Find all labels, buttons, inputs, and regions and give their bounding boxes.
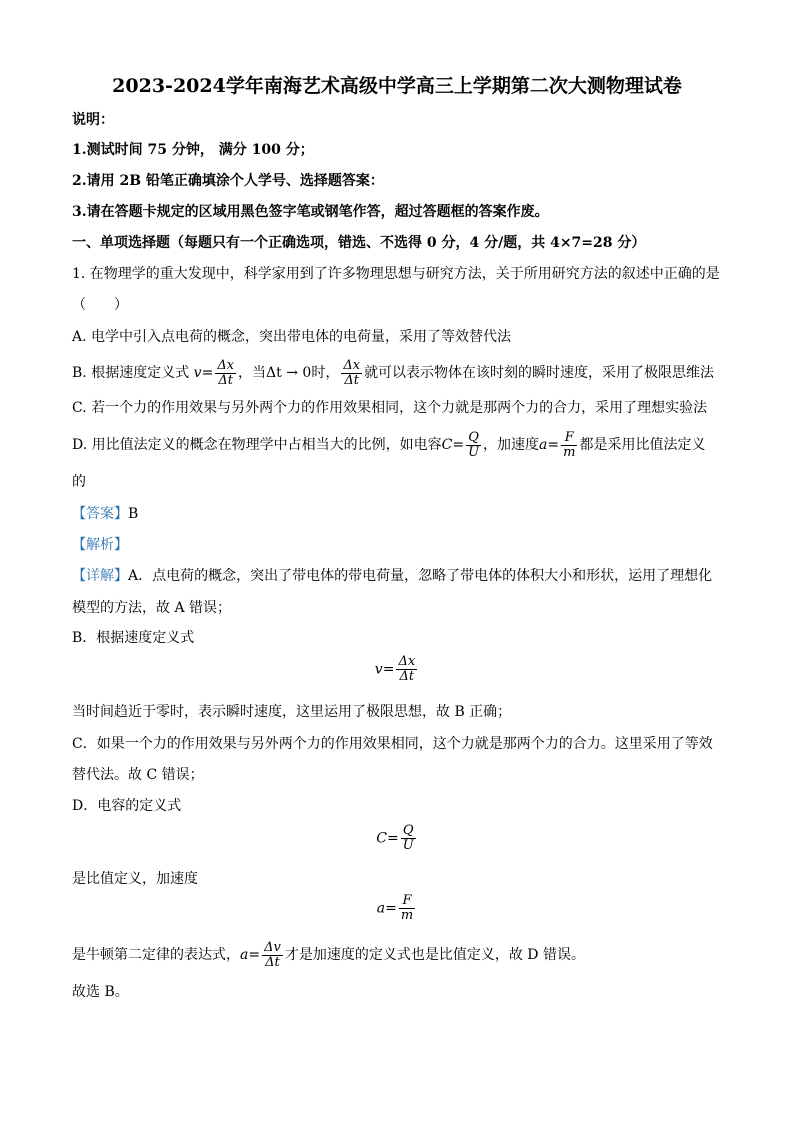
note-3: 3.请在答题卡规定的区域用黑色签字笔或钢笔作答，超过答题框的答案作废。 — [72, 204, 549, 220]
option-b-mid1: ，当 — [238, 365, 267, 381]
formula-dt-to-0: Δt → 0 — [266, 365, 312, 381]
detail-d-line1: D．电容的定义式 — [72, 798, 182, 814]
fraction-den: Δt — [215, 373, 236, 388]
fraction-den: Δt — [396, 669, 417, 684]
option-d — [72, 428, 705, 462]
option-b-pre: B. 根据速度定义式 — [72, 365, 190, 381]
detail-d-line3-post: 才是加速度的定义式也是比值定义，故 D 错误。 — [284, 947, 585, 963]
detail-a-line1 — [72, 566, 712, 586]
option-a: A. 电学中引入点电荷的概念，突出带电体的电荷量，采用了等效替代法 — [72, 329, 512, 345]
eq-a: a — [376, 900, 386, 917]
detail-c-line1: C．如果一个力的作用效果与另外两个力的作用效果相同，这个力就是那两个力的合力。这里采用了等效 — [72, 736, 713, 752]
option-d-mid: ，加速度 — [483, 437, 540, 453]
detail-d-line3-pre: 是牛顿第二定律的表达式， — [72, 947, 240, 963]
fraction-den: Δt — [341, 373, 362, 388]
formula-a: a — [539, 437, 548, 453]
eq-sign: = — [385, 900, 397, 917]
fraction-den: U — [468, 444, 480, 460]
detail-a-text: A．点电荷的概念，突出了带电体的带电荷量，忽略了带电体的体积大小和形状，运用了理想化 — [128, 568, 713, 584]
section-heading: 一、单项选择题（每题只有一个正确选项，错选、不选得 0 分，4 分/题，共 4×7=28 分） — [72, 235, 646, 251]
fraction-num: Δv — [264, 939, 281, 955]
note-1: 1.测试时间 75 分钟， 满分 100 分； — [72, 142, 314, 158]
option-d-post: 都是采用比值法定义 — [579, 437, 706, 453]
equation-velocity — [0, 655, 794, 684]
fraction-dx-dt-2 — [341, 359, 362, 388]
detail-b-line2: 当时间趋近于零时，表示瞬时速度，这里运用了极限思想，故 B 正确； — [72, 704, 512, 720]
fraction-num: Δx — [343, 357, 361, 373]
formula-eq: = — [201, 365, 214, 381]
fraction-num: Q — [402, 823, 414, 838]
answer-value: B — [128, 506, 139, 522]
eq-a-2: a — [240, 947, 249, 963]
detail-b-line1: B．根据速度定义式 — [72, 630, 195, 646]
option-b — [72, 356, 714, 390]
eq-fraction-dx-dt — [396, 655, 417, 684]
formula-v: v — [193, 365, 202, 381]
fraction-den: m — [400, 908, 414, 923]
fraction-num: Δx — [398, 654, 416, 669]
fraction-den: m — [563, 444, 576, 460]
fraction-den: Δt — [262, 955, 283, 970]
detail-d-line3 — [72, 938, 585, 972]
page-title: 2023-2024学年南海艺术高级中学高三上学期第二次大测物理试卷 — [112, 75, 682, 97]
fraction-num: Q — [468, 429, 479, 445]
formula-c: C — [441, 437, 453, 453]
option-c: C. 若一个力的作用效果与另外两个力的作用效果相同，这个力就是那两个力的合力，采用了理想实验法 — [72, 400, 708, 416]
fraction-q-u — [466, 431, 481, 460]
eq-c: C — [376, 830, 387, 847]
fraction-dv-dt — [262, 941, 283, 970]
detail-a-line2: 模型的方法，故 A 错误； — [72, 600, 232, 616]
eq-v: v — [374, 661, 383, 678]
notes-heading: 说明： — [72, 112, 114, 128]
eq-sign: = — [382, 661, 395, 678]
formula-eq: = — [452, 437, 465, 453]
fraction-f-m — [561, 431, 577, 460]
fraction-den: U — [402, 838, 414, 853]
fraction-num: Δx — [217, 357, 235, 373]
eq-fraction-f-m — [399, 894, 415, 923]
eq-sign: = — [248, 947, 261, 963]
equation-capacitance — [0, 824, 794, 853]
detail-d-line2: 是比值定义，加速度 — [72, 871, 198, 887]
fraction-num: F — [564, 429, 574, 445]
eq-sign: = — [387, 830, 399, 847]
option-d-line2: 的 — [72, 474, 86, 490]
option-d-pre: D. 用比值法定义的概念在物理学中占相当大的比例，如电容 — [72, 437, 442, 453]
analysis-label: 【解析】 — [72, 537, 128, 553]
question-1-stem: 1. 在物理学的重大发现中，科学家用到了许多物理思想与研究方法，关于所用研究方法的叙述中正确的是 — [72, 266, 720, 282]
option-b-post: 就可以表示物体在该时刻的瞬时速度，采用了极限思维法 — [364, 365, 715, 381]
detail-c-line2: 替代法。故 C 错误； — [72, 767, 204, 783]
note-2: 2.请用 2B 铅笔正确填涂个人学号、选择题答案： — [72, 173, 384, 189]
fraction-dx-dt — [215, 359, 236, 388]
answer-line — [72, 504, 138, 524]
formula-eq: = — [547, 437, 560, 453]
eq-fraction-q-u — [401, 824, 416, 853]
detail-label: 【详解】 — [72, 568, 128, 584]
option-b-mid2: 时， — [311, 365, 340, 381]
question-1-bracket: （ ） — [72, 297, 128, 313]
answer-label: 【答案】 — [72, 506, 128, 522]
equation-acceleration — [0, 894, 794, 923]
conclusion: 故选 B。 — [72, 984, 129, 1000]
fraction-num: F — [402, 893, 412, 908]
